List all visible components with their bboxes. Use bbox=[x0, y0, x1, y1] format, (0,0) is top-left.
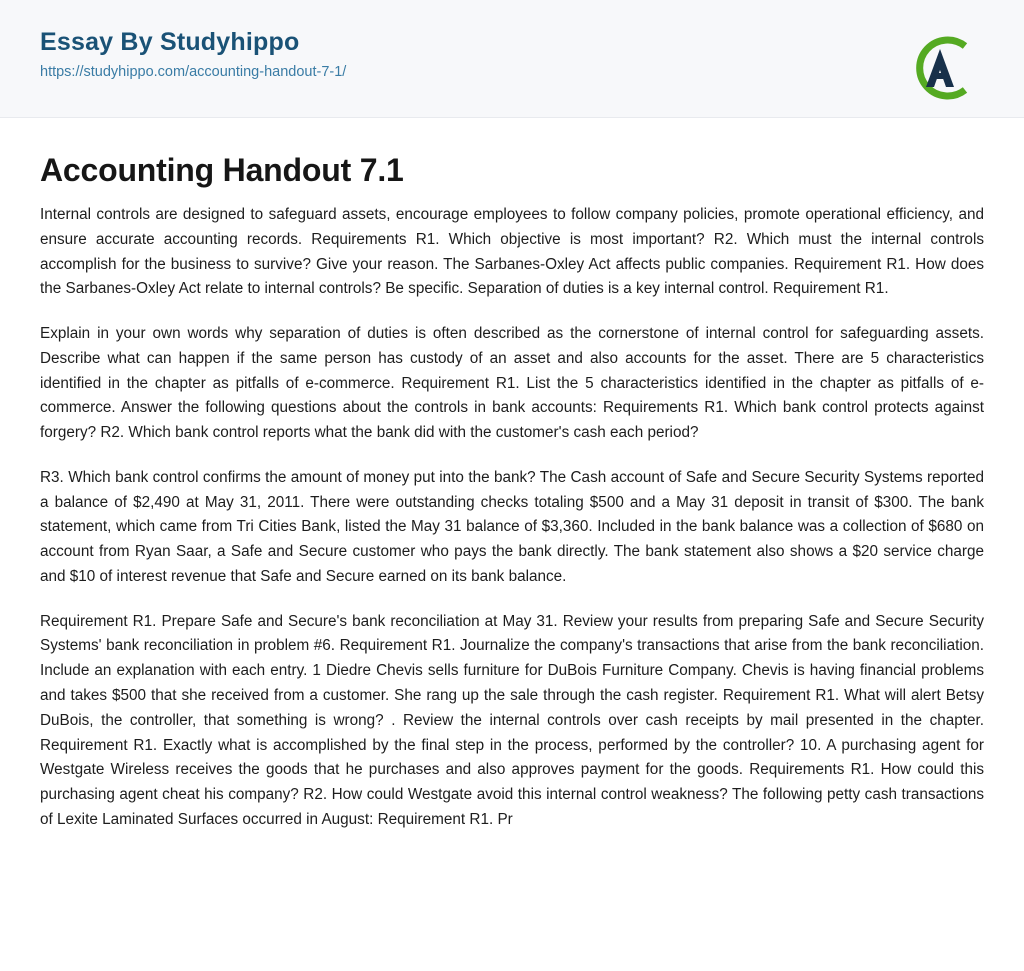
page-title: Accounting Handout 7.1 bbox=[40, 152, 404, 188]
studyhippo-a-logo-icon bbox=[904, 32, 976, 109]
body-paragraph: Requirement R1. Prepare Safe and Secure's bank reconciliation at May 31. Review your results from preparing Safe and Secure Security Systems' bank reconciliation in problem #6. Requirement R1. Journalize the company's transactions that arise from the bank reconciliation. Include an explanation with each entry. 1 Diedre Chevis sells furniture for DuBois Furniture Company. Chevis is having financial problems and takes $500 that she received from a customer. She rang up the sale through the cash register. Requirement R1. What will alert Betsy DuBois, the controller, that something is wrong? . Review the internal controls over cash receipts by mail presented in the chapter. Requirement R1. Exactly what is accomplished by the final step in the process, performed by the controller? 10. A purchasing agent for Westgate Wireless receives the goods that he purchases and also approves payment for the goods. Requirements R1. How could this purchasing agent cheat his company? R2. How could Westgate avoid this internal control weakness? The following petty cash transactions of Lexite Laminated Surfaces occurred in August: Requirement R1. Pr bbox=[40, 612, 984, 828]
body-paragraph: R3. Which bank control confirms the amount of money put into the bank? The Cash account of Safe and Secure Security Systems reported a balance of $2,490 at May 31, 2011. There were outstanding checks totaling $500 and a May 31 deposit in transit of $300. The bank statement, which came from Tri Cities Bank, listed the May 31 balance of $3,360. Included in the bank balance was a collection of $680 on account from Ryan Saar, a Safe and Secure customer who pays the bank directly. The bank statement also shows a $20 service charge and $10 of interest revenue that Safe and Secure earned on its bank balance. bbox=[40, 468, 984, 585]
body-paragraph: Explain in your own words why separation of duties is often described as the cornerstone of internal control for safeguarding assets. Describe what can happen if the same person has custody of an asset and also accounts for the asset. There are 5 characteristics identified in the chapter as pitfalls of e-commerce. Requirement R1. List the 5 characteristics identified in the chapter as pitfalls of e-commerce. Answer the following questions about the controls in bank accounts: Requirements R1. Which bank control protects against forgery? R2. Which bank control reports what the bank did with the customer's cash each period? bbox=[40, 325, 984, 442]
body-paragraph: Internal controls are designed to safeguard assets, encourage employees to follow company policies, promote operational efficiency, and ensure accurate accounting records. Requirements R1. Which objective is most important? R2. Which must the internal controls accomplish for the business to survive? Give your reason. The Sarbanes-Oxley Act affects public companies. Requirement R1. How does the Sarbanes-Oxley Act relate to internal controls? Be specific. Separation of duties is a key internal control. Requirement R1. bbox=[40, 206, 984, 298]
site-header bbox=[0, 0, 1024, 118]
brand-block bbox=[40, 30, 346, 80]
document-content bbox=[0, 118, 1024, 863]
site-brand-title: Essay By Studyhippo bbox=[40, 28, 300, 56]
source-url-link[interactable]: https://studyhippo.com/accounting-handout-7-1/ bbox=[40, 64, 347, 80]
